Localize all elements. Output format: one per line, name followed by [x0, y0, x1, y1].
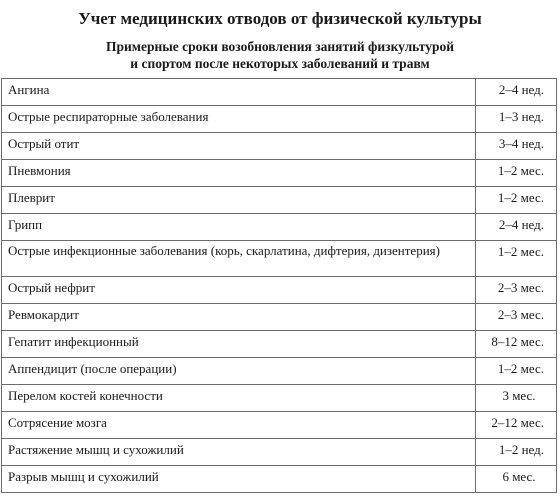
condition-cell: Плеврит [2, 187, 476, 214]
condition-cell: Острые инфекционные заболевания (корь, скарлатина, дифтерия, дизентерия) [2, 241, 476, 277]
period-cell: 1–2 нед. [476, 439, 557, 466]
condition-cell: Разрыв мышц и сухожилий [2, 466, 476, 493]
condition-cell: Сотрясение мозга [2, 412, 476, 439]
table-row [2, 439, 557, 466]
table-row [2, 187, 557, 214]
table-row [2, 79, 557, 106]
subtitle-line-1: Примерные сроки возобновления занятий физкультурой [105, 39, 455, 54]
table-row [2, 160, 557, 187]
table-row [2, 214, 557, 241]
condition-cell: Растяжение мышц и сухожилий [2, 439, 476, 466]
table-row [2, 241, 557, 277]
table-row [2, 133, 557, 160]
condition-cell: Гепатит инфекционный [2, 331, 476, 358]
condition-cell: Ангина [2, 79, 476, 106]
period-cell: 2–3 мес. [476, 277, 557, 304]
period-cell: 6 мес. [476, 466, 557, 493]
table-row [2, 412, 557, 439]
condition-cell: Пневмония [2, 160, 476, 187]
period-cell: 1–2 мес. [476, 241, 557, 277]
condition-cell: Острые респираторные заболевания [2, 106, 476, 133]
table-row [2, 358, 557, 385]
period-cell: 1–2 мес. [476, 187, 557, 214]
condition-cell: Ревмокардит [2, 304, 476, 331]
recovery-periods-table [1, 78, 557, 493]
period-cell: 1–2 мес. [476, 358, 557, 385]
condition-cell: Аппендицит (после операции) [2, 358, 476, 385]
period-cell: 2–3 мес. [476, 304, 557, 331]
document-title: Учет медицинских отводов от физической культуры [78, 9, 482, 28]
table-row [2, 304, 557, 331]
period-cell: 1–2 мес. [476, 160, 557, 187]
condition-cell: Перелом костей конечности [2, 385, 476, 412]
period-cell: 2–12 мес. [476, 412, 557, 439]
table-row [2, 331, 557, 358]
period-cell: 2–4 нед. [476, 214, 557, 241]
document-subtitle [0, 38, 560, 72]
table-row [2, 385, 557, 412]
subtitle-line-2: и спортом после некоторых заболеваний и травм [130, 56, 430, 71]
table-row [2, 466, 557, 493]
period-cell: 1–3 нед. [476, 106, 557, 133]
condition-cell: Острый отит [2, 133, 476, 160]
period-cell: 3 мес. [476, 385, 557, 412]
period-cell: 2–4 нед. [476, 79, 557, 106]
period-cell: 8–12 мес. [476, 331, 557, 358]
period-cell: 3–4 нед. [476, 133, 557, 160]
table-row [2, 106, 557, 133]
condition-cell: Грипп [2, 214, 476, 241]
table-row [2, 277, 557, 304]
condition-cell: Острый нефрит [2, 277, 476, 304]
